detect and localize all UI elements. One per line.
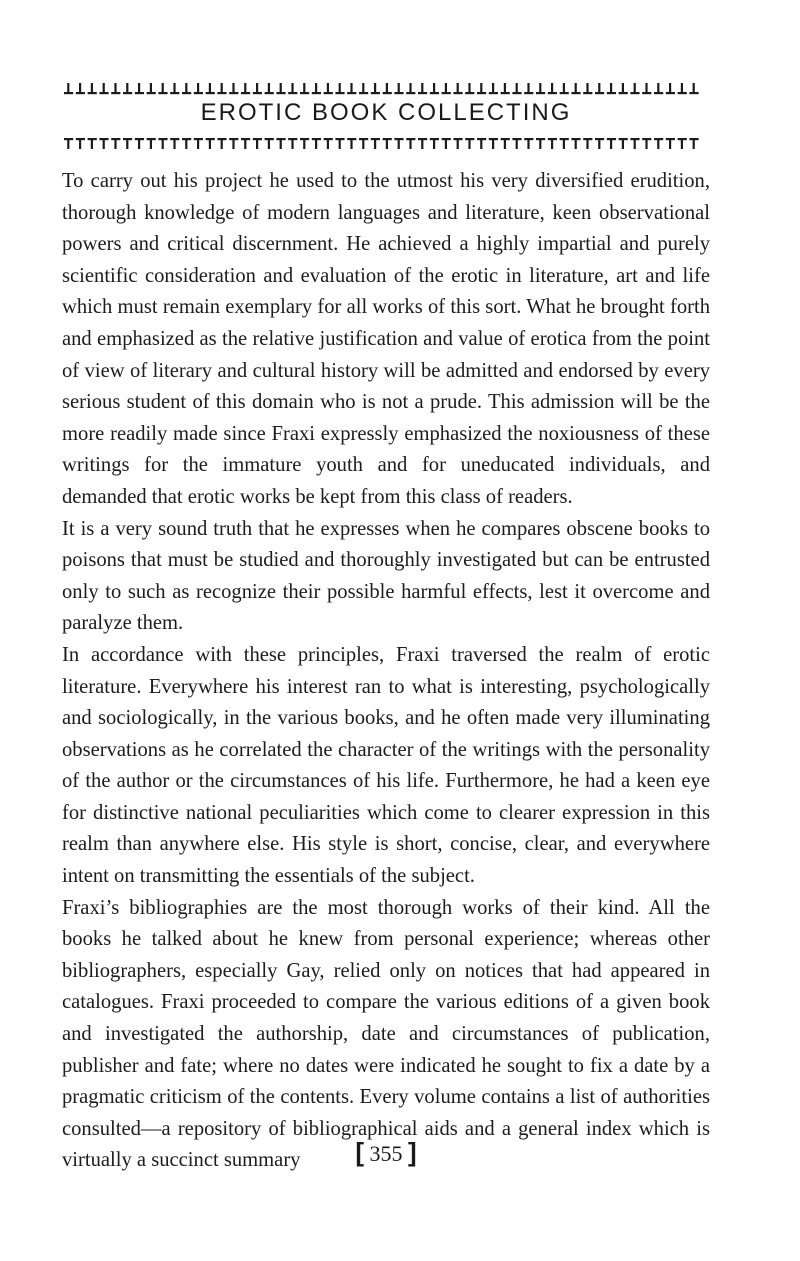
ornament-glyph [335, 83, 344, 94]
ornament-glyph [619, 83, 628, 94]
ornament-glyph [654, 83, 663, 94]
ornament-glyph [88, 83, 97, 94]
ornament-glyph [548, 83, 557, 94]
ornament-glyph [383, 83, 392, 94]
ornament-glyph [288, 83, 297, 94]
paragraph-3: In accordance with these principles, Fraxi traversed the realm of erotic literature. Everywhere his interest ran to what is interesting, psychologically and sociologically, in the various books, and he often made very illuminating observations as he correlated the character of the writings with the personality of the author or the circumstances of his life. Furthermore, he had a keen eye for distinctive national peculiarities which come to clearer expression in this realm than anywhere else. His style is short, concise, clear, and everywhere intent on transmitting the essentials of the subject. [62, 643, 710, 888]
ornament-glyph [430, 83, 439, 94]
ornament-glyph [560, 138, 569, 149]
ornament-glyph [524, 83, 533, 94]
ornament-glyph [453, 83, 462, 94]
ornament-glyph [64, 83, 73, 94]
ornament-glyph [630, 138, 639, 149]
ornament-glyph [583, 138, 592, 149]
paragraph-2: It is a very sound truth that he expresses when he compares obscene books to poisons that must be studied and thoroughly investigated but can be entrusted only to such as recognize their possible harmful effects, lest it overcome and paralyze them. [62, 517, 710, 635]
right-bracket: ] [408, 1137, 417, 1167]
page-number: 355 [369, 1141, 403, 1166]
ornament-glyph [111, 138, 120, 149]
ornament-glyph [324, 83, 333, 94]
ornament-glyph [300, 138, 309, 149]
ornament-glyph [359, 138, 368, 149]
ornament-glyph [465, 138, 474, 149]
ornament-glyph [347, 138, 356, 149]
ornament-glyph [88, 138, 97, 149]
top-ornament-border [62, 81, 710, 95]
ornament-glyph [512, 138, 521, 149]
ornament-glyph [595, 83, 604, 94]
ornament-glyph [394, 138, 403, 149]
ornament-glyph [465, 83, 474, 94]
ornament-glyph [678, 138, 687, 149]
ornament-glyph [442, 138, 451, 149]
ornament-glyph [147, 138, 156, 149]
ornament-glyph [312, 138, 321, 149]
left-bracket: [ [355, 1137, 364, 1167]
paragraph-1: To carry out his project he used to the utmost his very diversified erudition, thorough knowledge of modern languages and literature, keen observational powers and critical discernment. He achieved a highly impartial and purely scientific consideration and evaluation of the erotic in literature, art and life which must remain exemplary for all works of this sort. What he brought forth and emphasized as the relative justification and value of erotica from the point of view of literary and cultural history will be admitted and endorsed by every serious student of this domain who is not a prude. This admission will be the more readily made since Fraxi expressly emphasized the noxiousness of these writings for the immature youth and for uneducated individuals, and demanded that erotic works be kept from this class of readers. [62, 170, 710, 508]
ornament-glyph [654, 138, 663, 149]
ornament-glyph [595, 138, 604, 149]
ornament-glyph [666, 138, 675, 149]
ornament-glyph [678, 83, 687, 94]
ornament-glyph [111, 83, 120, 94]
ornament-glyph [182, 138, 191, 149]
ornament-glyph [229, 83, 238, 94]
ornament-glyph [276, 138, 285, 149]
ornament-glyph [347, 83, 356, 94]
paragraph-4: Fraxi’s bibliographies are the most thorough works of their kind. All the books he talked about he knew from personal experience; whereas other bibliographers, especially Gay, relied only on notices that had appeared in catalogues. Fraxi proceeded to compare the various editions of a given book and investigated the authorship, date and circumstances of publication, publisher and fate; where no dates were indicated he sought to fix a date by a pragmatic criticism of the contents. Every volume contains a list of authorities consulted—a repository of bibliographical aids and a general index which is virtually a succinct summary [62, 896, 710, 1172]
ornament-glyph [217, 138, 226, 149]
ornament-glyph [182, 83, 191, 94]
ornament-glyph [689, 138, 698, 149]
ornament-glyph [158, 83, 167, 94]
ornament-glyph [99, 83, 108, 94]
ornament-glyph [194, 138, 203, 149]
ornament-glyph [642, 138, 651, 149]
ornament-glyph [123, 138, 132, 149]
ornament-glyph [253, 83, 262, 94]
ornament-glyph [383, 138, 392, 149]
ornament-glyph [477, 138, 486, 149]
ornament-glyph [99, 138, 108, 149]
ornament-glyph [394, 83, 403, 94]
ornament-glyph [536, 138, 545, 149]
ornament-glyph [253, 138, 262, 149]
ornament-glyph [229, 138, 238, 149]
ornament-glyph [241, 138, 250, 149]
ornament-glyph [64, 138, 73, 149]
ornament-glyph [158, 138, 167, 149]
ornament-glyph [76, 138, 85, 149]
ornament-glyph [288, 138, 297, 149]
body-text [62, 166, 710, 1177]
book-page [62, 0, 710, 1261]
ornament-glyph [418, 83, 427, 94]
ornament-glyph [123, 83, 132, 94]
ornament-glyph [276, 83, 285, 94]
ornament-glyph [300, 83, 309, 94]
ornament-glyph [548, 138, 557, 149]
ornament-glyph [147, 83, 156, 94]
ornament-glyph [265, 138, 274, 149]
ornament-glyph [371, 83, 380, 94]
ornament-glyph [135, 138, 144, 149]
ornament-glyph [217, 83, 226, 94]
page-number-footer [62, 1137, 710, 1169]
ornament-glyph [501, 138, 510, 149]
ornament-glyph [371, 138, 380, 149]
ornament-glyph [170, 83, 179, 94]
ornament-glyph [241, 83, 250, 94]
ornament-glyph [477, 83, 486, 94]
ornament-glyph [453, 138, 462, 149]
ornament-glyph [312, 83, 321, 94]
bottom-ornament-border [62, 137, 710, 151]
ornament-glyph [607, 83, 616, 94]
ornament-glyph [583, 83, 592, 94]
ornament-glyph [442, 83, 451, 94]
running-title: EROTIC BOOK COLLECTING [200, 99, 572, 126]
ornament-glyph [76, 83, 85, 94]
ornament-glyph [489, 83, 498, 94]
ornament-glyph [560, 83, 569, 94]
ornament-glyph [206, 83, 215, 94]
ornament-glyph [630, 83, 639, 94]
ornament-glyph [170, 138, 179, 149]
ornament-glyph [642, 83, 651, 94]
ornament-glyph [406, 83, 415, 94]
ornament-glyph [489, 138, 498, 149]
ornament-glyph [135, 83, 144, 94]
ornament-glyph [619, 138, 628, 149]
ornament-glyph [536, 83, 545, 94]
ornament-glyph [524, 138, 533, 149]
ornament-glyph [607, 138, 616, 149]
ornament-glyph [689, 83, 698, 94]
ornament-glyph [359, 83, 368, 94]
ornament-glyph [406, 138, 415, 149]
ornament-glyph [501, 83, 510, 94]
ornament-glyph [430, 138, 439, 149]
ornament-glyph [324, 138, 333, 149]
ornament-glyph [512, 83, 521, 94]
ornament-glyph [666, 83, 675, 94]
ornament-glyph [206, 138, 215, 149]
ornament-glyph [265, 83, 274, 94]
ornament-glyph [335, 138, 344, 149]
ornament-glyph [194, 83, 203, 94]
ornament-glyph [571, 83, 580, 94]
ornament-glyph [418, 138, 427, 149]
ornament-glyph [571, 138, 580, 149]
